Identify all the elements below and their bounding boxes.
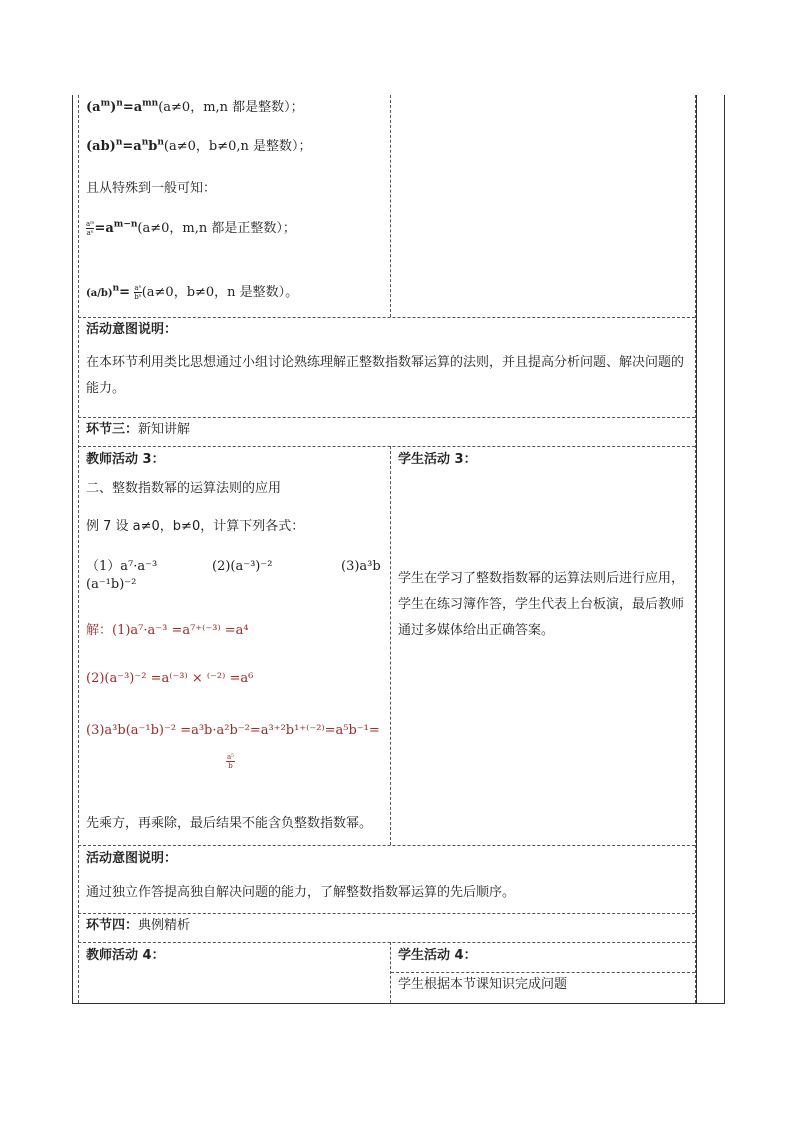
bridge-text: 且从特殊到一般可知： <box>86 181 217 196</box>
column-divider <box>390 95 391 317</box>
formula-power-of-quotient: $(a/b)^n=$ $\frac{\text{aⁿ}}{\text{bⁿ}}$ (a≠0，b≠0，n 是整数）。 <box>86 283 299 301</box>
intent-text: 通过独立作答提高独自解决问题的能力，了解整数指数幂运算的先后顺序。 <box>86 885 516 900</box>
column-divider <box>390 446 391 845</box>
solution-1: 解：(1)a⁷·a⁻³ =a⁷⁺⁽⁻³⁾ =a⁴ <box>86 623 249 638</box>
formula-quotient-of-powers: $\frac{\text{aᵐ}}{\text{aⁿ}}$ $=a^{m-n}(a\ne 0$，m,n 都是正整数）； <box>86 219 296 237</box>
solution-3-fraction: a⁵ b <box>227 753 234 770</box>
question-2: (2)(a⁻³)⁻² <box>212 559 273 574</box>
right-margin-line <box>696 95 697 1003</box>
intent-text: 在本环节利用类比思想通过小组讨论熟练理解正整数指数幂运算的法则，并且提高分析问题、解决问题的能力。 <box>86 355 685 396</box>
teacher-heading: 二、整数指数幂的运算法则的应用 <box>86 481 282 496</box>
teacher-activity-title: 教师活动 3： <box>86 452 165 467</box>
student-activity-text: 学生在学习了整数指数幂的运算法则后进行应用，学生在练习簿作答，学生代表上台板演，最后教师通过多媒体给出正确答案。 <box>398 571 685 638</box>
question-3-continued: (a⁻¹b)⁻² <box>86 577 137 592</box>
formula-power-of-product: $(ab)^n=a^nb^n(a\ne 0$，b≠0,n 是整数）； <box>86 137 312 154</box>
student-activity-text: 学生根据本节课知识完成问题 <box>398 977 568 992</box>
teacher-activity-title: 教师活动 4： <box>86 948 165 963</box>
left-column-border <box>78 95 79 1003</box>
row-separator <box>78 913 695 914</box>
solution-3: (3)a³b(a⁻¹b)⁻² =a³b·a²b⁻²=a³⁺²b¹⁺⁽⁻²⁾=a⁵b⁻¹= <box>86 723 380 738</box>
right-column-border <box>695 95 696 1003</box>
column-divider <box>390 942 391 1003</box>
question-3: (3)a³b <box>341 559 381 574</box>
row-separator <box>78 317 695 318</box>
intent-title: 活动意图说明： <box>86 851 178 866</box>
intent-title: 活动意图说明： <box>86 322 178 337</box>
row-separator <box>78 845 695 846</box>
student-activity-title: 学生活动 4： <box>398 948 477 963</box>
section-four-heading: 环节四：典例精析 <box>86 918 191 933</box>
row-separator <box>78 446 695 447</box>
formula-power-of-power: $(a^m)^n=a^{mn}(a\ne 0$，m,n 都是整数）； <box>86 98 304 115</box>
teacher-note: 先乘方，再乘除，最后结果不能含负整数指数幂。 <box>86 816 373 831</box>
solution-2: (2)(a⁻³)⁻² =a⁽⁻³⁾ × ⁽⁻²⁾ =a⁶ <box>86 671 254 686</box>
question-1: （1）a⁷·a⁻³ <box>86 559 158 574</box>
row-separator <box>78 942 695 943</box>
student-activity-title: 学生活动 3： <box>398 452 477 467</box>
row-separator <box>391 972 695 973</box>
example-prompt: 例 7 设 a≠0，b≠0，计算下列各式： <box>86 519 305 534</box>
section-three-heading: 环节三：新知讲解 <box>86 422 191 437</box>
row-separator <box>78 417 695 418</box>
